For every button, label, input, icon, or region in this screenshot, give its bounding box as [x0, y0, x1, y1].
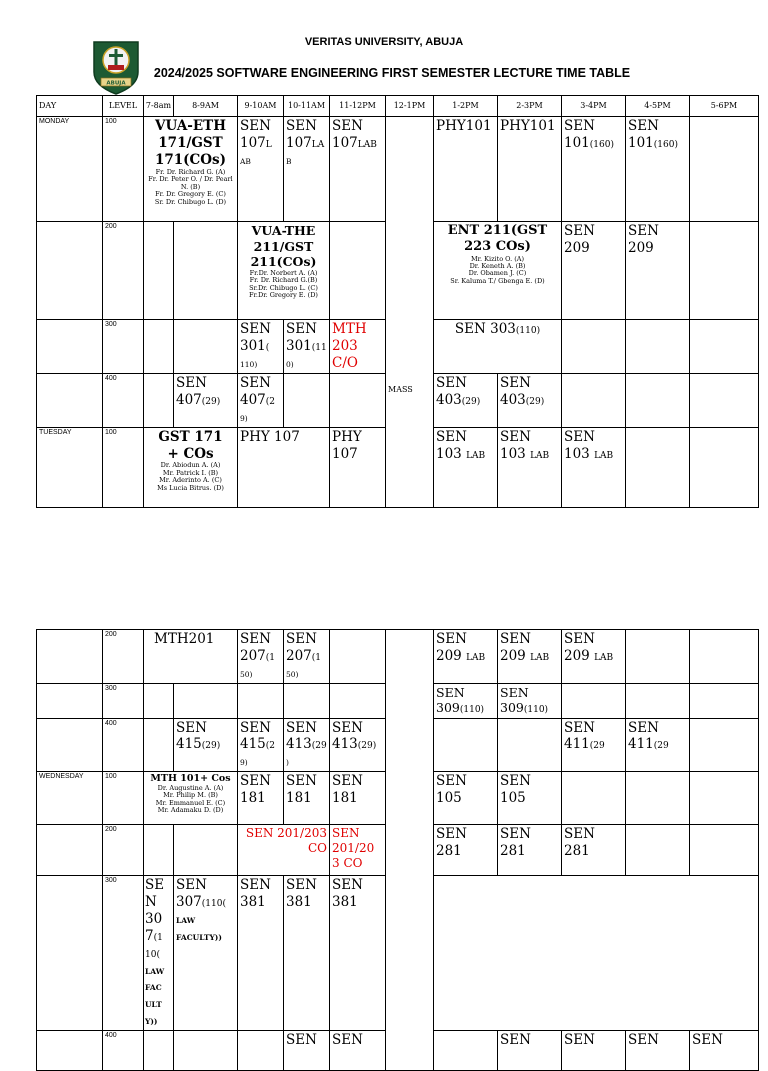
course-cell: PHY 107 [238, 427, 330, 507]
course-code: MTH 101+ Cos [150, 773, 231, 785]
course-cell: SEN [690, 1031, 759, 1071]
empty-cell [174, 1031, 238, 1071]
empty-cell [626, 427, 690, 507]
empty-cell [174, 825, 238, 876]
empty-cell [626, 320, 690, 374]
course-cell: SEN 411(29 [626, 718, 690, 772]
empty-cell [330, 630, 386, 684]
empty-cell [37, 320, 103, 374]
course-cell: SEN 413(29) [330, 718, 386, 772]
empty-cell [37, 374, 103, 428]
level-100: 100 [103, 117, 144, 222]
lecturer-name: Dr. Augustine A. (A) [157, 784, 224, 792]
course-code: 223 COs) [464, 239, 531, 255]
lecturer-name: Mr. Aderinto A. (C) [159, 476, 222, 485]
col-4-5pm: 4-5PM [626, 96, 690, 117]
empty-cell [144, 718, 174, 772]
mass-column-cell [386, 630, 434, 1071]
course-code: VUA-THE [251, 223, 316, 238]
course-cell: SEN 301( 110) [238, 320, 284, 374]
empty-cell [284, 374, 330, 428]
course-cell: SEN 101(160) [562, 117, 626, 222]
course-cell: PHY101 [434, 117, 498, 222]
empty-cell [690, 222, 759, 320]
course-code: 211(COs) [250, 254, 317, 270]
empty-cell [690, 683, 759, 718]
course-cell: SEN 281 [434, 825, 498, 876]
lecturer-name: Fr.Dr. Gregory E. (D) [249, 291, 318, 300]
lecturer-name: Fr. Dr. Richard G. (A) [155, 167, 226, 176]
course-cell: MTH201 [144, 630, 238, 684]
col-11-12pm: 11-12PM [330, 96, 386, 117]
col-9-10am: 9-10AM [238, 96, 284, 117]
course-cell: SEN 413(29 ) [284, 718, 330, 772]
empty-cell [174, 320, 238, 374]
empty-cell [37, 222, 103, 320]
course-cell: MTH 203 C/O [330, 320, 386, 374]
empty-cell [144, 320, 174, 374]
level-200: 200 [103, 825, 144, 876]
course-cell: SEN 301(11 0) [284, 320, 330, 374]
course-cell: SEN 105 [434, 772, 498, 825]
lecturer-name: Mr. Patrick I. (B) [162, 468, 219, 477]
empty-cell [690, 427, 759, 507]
header-row [37, 96, 759, 117]
level-400: 400 [103, 718, 144, 772]
course-cell: SEN 381 [284, 876, 330, 1031]
lecturer-name: Sr. Dr. Chibugo L. (D) [154, 197, 227, 206]
lecturer-name: Sr.Dr. Chibugo L. (C) [249, 283, 318, 292]
course-cell [144, 427, 238, 507]
empty-cell [626, 825, 690, 876]
empty-cell [434, 718, 498, 772]
empty-cell [37, 825, 103, 876]
timetable-title: 2024/2025 SOFTWARE ENGINEERING FIRST SEMESTER LECTURE TIME TABLE [153, 66, 631, 80]
empty-cell [174, 222, 238, 320]
course-cell: SEN [626, 1031, 690, 1071]
empty-cell [37, 876, 103, 1031]
lecturer-name: Fr. Dr. Peter O. / Dr. Pearl N. (B) [148, 175, 233, 191]
course-cell: SEN 303(110) [434, 320, 562, 374]
course-code: GST 171 [158, 428, 223, 445]
level-300: 300 [103, 876, 144, 1031]
course-cell: SEN 103 LAB [562, 427, 626, 507]
lecturer-name: Fr. Dr. Richard G.(B) [249, 276, 318, 285]
level-300: 300 [103, 320, 144, 374]
course-cell: SEN 207(1 50) [238, 630, 284, 684]
col-day: DAY [37, 96, 103, 117]
table-row [37, 117, 759, 222]
level-400: 400 [103, 374, 144, 428]
course-cell: SEN 309(110) [498, 683, 562, 718]
empty-cell [690, 718, 759, 772]
lecturer-name: Fr.Dr. Norbert A. (A) [249, 268, 318, 277]
course-cell: SEN [284, 1031, 330, 1071]
university-name: VERITAS UNIVERSITY, ABUJA [304, 36, 464, 48]
day-tuesday: TUESDAY [37, 427, 103, 507]
course-cell: SEN 403(29) [434, 374, 498, 428]
empty-cell [144, 374, 174, 428]
level-200: 200 [103, 222, 144, 320]
course-cell: SEN 309(110) [434, 683, 498, 718]
empty-cell [626, 683, 690, 718]
empty-cell [37, 630, 103, 684]
course-cell: SEN 107L AB [238, 117, 284, 222]
empty-cell [690, 374, 759, 428]
col-8-9am: 8-9AM [174, 96, 238, 117]
course-cell: SEN 209 LAB [434, 630, 498, 684]
empty-cell [238, 683, 284, 718]
course-cell: SEN [562, 1031, 626, 1071]
empty-cell [37, 718, 103, 772]
level-200: 200 [103, 630, 144, 684]
empty-cell [144, 825, 174, 876]
course-cell: SEN 201/20 3 CO [330, 825, 386, 876]
empty-cell [626, 374, 690, 428]
course-cell [144, 117, 238, 222]
course-cell [434, 222, 562, 320]
course-cell: SEN 381 [330, 876, 386, 1031]
empty-cell [562, 374, 626, 428]
empty-cell [37, 683, 103, 718]
course-cell: SEN 407(2 9) [238, 374, 284, 428]
course-cell: SEN 307(110( LAW FACULTY)) [174, 876, 238, 1031]
empty-cell [174, 683, 238, 718]
level-300: 300 [103, 683, 144, 718]
empty-cell [690, 320, 759, 374]
course-cell: SEN 181 [238, 772, 284, 825]
course-code: 171/GST [158, 134, 223, 151]
lecturer-name: Dr. Abiodun A. (A) [160, 461, 221, 470]
course-code: ENT 211(GST [447, 223, 548, 238]
col-10-11am: 10-11AM [284, 96, 330, 117]
empty-cell [144, 1031, 174, 1071]
course-cell: SEN 281 [562, 825, 626, 876]
course-cell [238, 222, 330, 320]
course-cell [144, 772, 238, 825]
course-cell: SEN 107LA B [284, 117, 330, 222]
course-code: 211/GST [253, 238, 314, 254]
lecturer-name: Fr. Dr. Gregory E. (C) [155, 190, 226, 199]
logo-ribbon-text: ABUJA [106, 80, 126, 87]
course-cell: SEN [498, 1031, 562, 1071]
level-400: 400 [103, 1031, 144, 1071]
empty-cell [690, 630, 759, 684]
col-7-8am: 7-8am [144, 96, 174, 117]
empty-cell [144, 222, 174, 320]
empty-cell [626, 630, 690, 684]
lecturer-name: Dr. Obamen J. (C) [468, 269, 527, 278]
empty-cell [330, 222, 386, 320]
course-cell: SEN 105 [498, 772, 562, 825]
col-5-6pm: 5-6PM [690, 96, 759, 117]
course-cell: SEN 209 [626, 222, 690, 320]
university-logo-icon [88, 38, 144, 96]
empty-cell [330, 374, 386, 428]
col-12-1pm: 12-1PM [386, 96, 434, 117]
mass-label: MASS [388, 384, 413, 394]
day-wednesday: WEDNESDAY [37, 772, 103, 825]
course-cell: SEN 415(2 9) [238, 718, 284, 772]
col-level: LEVEL [103, 96, 144, 117]
empty-cell [690, 825, 759, 876]
empty-cell [434, 1031, 498, 1071]
lecturer-name: Ms Lucia Bitrus. (D) [157, 483, 224, 492]
course-cell: SEN 207(1 50) [284, 630, 330, 684]
col-2-3pm: 2-3PM [498, 96, 562, 117]
course-cell: SEN 281 [498, 825, 562, 876]
lecturer-name: Sr. Kaluma T./ Gbenga E. (D) [450, 276, 545, 285]
timetable-page-2 [36, 629, 759, 1071]
course-cell: SEN 209 [562, 222, 626, 320]
empty-cell [690, 117, 759, 222]
empty-cell [434, 876, 759, 1031]
level-100: 100 [103, 772, 144, 825]
course-cell: SEN [330, 1031, 386, 1071]
course-code: VUA-ETH [154, 118, 226, 134]
course-cell: SEN 101(160) [626, 117, 690, 222]
course-cell: SEN 209 LAB [562, 630, 626, 684]
course-cell: SEN 381 [238, 876, 284, 1031]
timetable-page-1 [36, 95, 759, 508]
lecturer-name: Dr. Keneth A. (B) [469, 261, 526, 270]
lecturer-name: Mr. Adamaku D. (D) [157, 806, 224, 815]
empty-cell [562, 683, 626, 718]
course-cell: PHY101 [498, 117, 562, 222]
level-100: 100 [103, 427, 144, 507]
course-cell: SEN 107LAB [330, 117, 386, 222]
empty-cell [562, 320, 626, 374]
course-cell: SEN 209 LAB [498, 630, 562, 684]
course-cell: SEN 415(29) [174, 718, 238, 772]
course-cell: SE N 30 7(1 10( LAW FAC ULT Y)) [144, 876, 174, 1031]
course-cell: SEN 201/203 CO [238, 825, 330, 876]
empty-cell [37, 1031, 103, 1071]
empty-cell [144, 683, 174, 718]
day-monday: MONDAY [37, 117, 103, 222]
empty-cell [626, 772, 690, 825]
empty-cell [330, 683, 386, 718]
empty-cell [284, 683, 330, 718]
course-cell: SEN 181 [330, 772, 386, 825]
lecturer-name: Mr. Emmanuel E. (C) [155, 798, 226, 807]
empty-cell [498, 718, 562, 772]
course-cell: SEN 181 [284, 772, 330, 825]
col-1-2pm: 1-2PM [434, 96, 498, 117]
empty-cell [562, 772, 626, 825]
course-cell: PHY 107 [330, 427, 386, 507]
lecturer-name: Mr. Philip M. (B) [163, 791, 218, 800]
table-row [37, 630, 759, 684]
course-cell: SEN 103 LAB [498, 427, 562, 507]
col-3-4pm: 3-4PM [562, 96, 626, 117]
course-cell: SEN 411(29 [562, 718, 626, 772]
course-cell: SEN 407(29) [174, 374, 238, 428]
empty-cell [238, 1031, 284, 1071]
course-cell: SEN 103 LAB [434, 427, 498, 507]
course-cell: SEN 403(29) [498, 374, 562, 428]
course-code: + COs [167, 445, 214, 462]
mass-cell [386, 117, 434, 508]
lecturer-name: Mr. Kizito O. (A) [470, 254, 525, 263]
course-code: 171(COs) [154, 151, 227, 168]
empty-cell [690, 772, 759, 825]
